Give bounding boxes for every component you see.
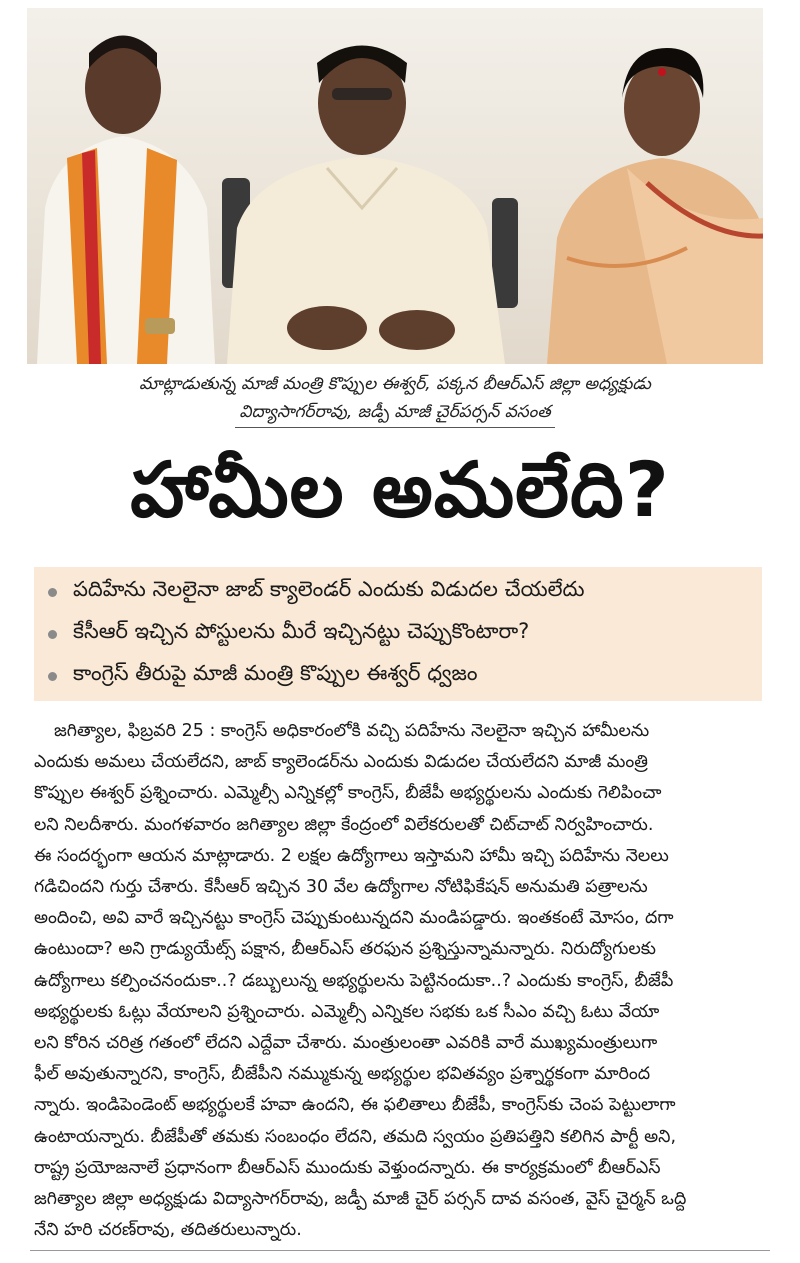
article-line: కొప్పుల ఈశ్వర్ ప్రశ్నించారు. ఎమ్మెల్సీ ఎన్నికల్లో కాంగ్రెస్, బీజేపీ అభ్యర్థులను ఎందుకు గెలిపించా [34, 783, 662, 804]
article-line: గడిచిందని గుర్తు చేశారు. కేసీఆర్ ఇచ్చిన 30 వేల ఉద్యోగాల నోటిఫికేషన్ అనుమతి పత్రాలను [34, 877, 648, 898]
article-line: ఫీల్ అవుతున్నారని, కాంగ్రెస్, బీజేపీని నమ్ముకున్న అభ్యర్థుల భవితవ్యం ప్రశ్నార్థకంగా మారింద [34, 1064, 651, 1085]
left-person [37, 36, 215, 365]
article-line: జగిత్యాల జిల్లా అధ్యక్షుడు విద్యాసాగర్‌రావు, జడ్పీ మాజీ చైర్ పర్సన్ దావ వసంత, వైస్ చైర్మన్ ఒద్ది [34, 1189, 687, 1210]
photo-caption [27, 370, 763, 428]
caption-line-1: మాట్లాడుతున్న మాజీ మంత్రి కొప్పుల ఈశ్వర్, పక్కన బీఆర్ఎస్ జిల్లా అధ్యక్షుడు [139, 374, 651, 394]
highlight-text: కాంగ్రెస్ తీరుపై మాజీ మంత్రి కొప్పుల ఈశ్వర్ ధ్వజం [73, 661, 478, 685]
headline: హామీల అమలేది? [130, 445, 670, 534]
highlight-text: కేసీఆర్ ఇచ్చిన పోస్టులను మీరే ఇచ్చినట్టు చెప్పుకొంటారా? [73, 619, 530, 643]
article-line: న్నారు. ఇండిపెండెంట్ అభ్యర్థులకే హవా ఉందని, ఈ ఫలితాలు బీజేపీ, కాంగ్రెస్‌కు చెంప పెట్టులాగా [34, 1095, 676, 1116]
highlight-item [48, 613, 762, 655]
bullet-icon [48, 630, 57, 639]
news-photo [27, 8, 763, 364]
article-line: ఉద్యోగాలు కల్పించనందుకా..? డబ్బులున్న అభ్యర్థులను పెట్టినందుకా..? ఎందుకు కాంగ్రెస్, బీజేపీ [34, 970, 674, 991]
caption-line-2: విద్యాసాగర్‌రావు, జడ్పీ మాజీ చైర్‌పర్సన్ వసంత [235, 398, 554, 428]
highlight-item [48, 571, 762, 613]
article-line: రాష్ట్ర ప్రయోజనాలే ప్రధానంగా బీఆర్ఎస్ ముందుకు వెళ్తుందన్నారు. ఈ కార్యక్రమంలో బీఆర్ఎస్ [34, 1157, 661, 1178]
article-line: లని కోరిన చరిత్ర గతంలో లేదని ఎద్దేవా చేశారు. మంత్రులంతా ఎవరికి వారే ముఖ్యమంత్రులుగా [34, 1033, 658, 1054]
center-person [227, 46, 505, 365]
chair-back-right [492, 198, 518, 308]
highlights-box [34, 567, 762, 701]
article-line: ఈ సందర్భంగా ఆయన మాట్లాడారు. 2 లక్షల ఉద్యోగాలు ఇస్తామని హామీ ఇచ్చి పదిహేను నెలలు [34, 845, 669, 866]
article-line: జగిత్యాల, ఫిబ్రవరి 25 : కాంగ్రెస్ అధికారంలోకి వచ్చి పదిహేను నెలలైనా ఇచ్చిన హామీలను [54, 721, 650, 741]
bullet-icon [48, 672, 57, 681]
article-line: నేని హరి చరణ్‌రావు, తదితరులున్నారు. [34, 1220, 302, 1241]
article-body [34, 716, 764, 1246]
article-line: లని నిలదీశారు. మంగళవారం జగిత్యాల జిల్లా కేంద్రంలో విలేకరులతో చిట్‌చాట్ నిర్వహించారు. [34, 814, 654, 835]
bullet-icon [48, 588, 57, 597]
article-line: ఎందుకు అమలు చేయలేదని, జాబ్ క్యాలెండర్‌ను ఎందుకు విడుదల చేయలేదని మాజీ మంత్రి [34, 752, 648, 773]
article-line: అభ్యర్థులకు ఓట్లు వేయాలని ప్రశ్నించారు. ఎమ్మెల్సీ ఎన్నికల సభకు ఒక సీఎం వచ్చి ఓటు వేయా [34, 1001, 660, 1022]
article-line: ఉంటుందా? అని గ్రాడ్యుయేట్స్ పక్షాన, బీఆర్ఎస్ తరఫున ప్రశ్నిస్తున్నామన్నారు. నిరుద్యోగులకు [34, 939, 656, 960]
highlight-text: పదిహేను నెలలైనా జాబ్ క్యాలెండర్ ఎందుకు విడుదల చేయలేదు [73, 577, 585, 601]
right-person [547, 48, 763, 364]
article-line: అందించి, అవి వారే ఇచ్చినట్టు కాంగ్రెస్ చెప్పుకుంటున్నదని మండిపడ్డారు. ఇంతకంటే మోసం, దగా [34, 908, 674, 929]
article-line: ఉంటాయన్నారు. బీజేపీతో తమకు సంబంధం లేదని, తమది స్వయం ప్రతిపత్తిని కలిగిన పార్టీ అని, [34, 1126, 677, 1147]
highlight-item [48, 655, 762, 697]
photo-illustration [27, 8, 763, 364]
bottom-divider [30, 1250, 770, 1251]
